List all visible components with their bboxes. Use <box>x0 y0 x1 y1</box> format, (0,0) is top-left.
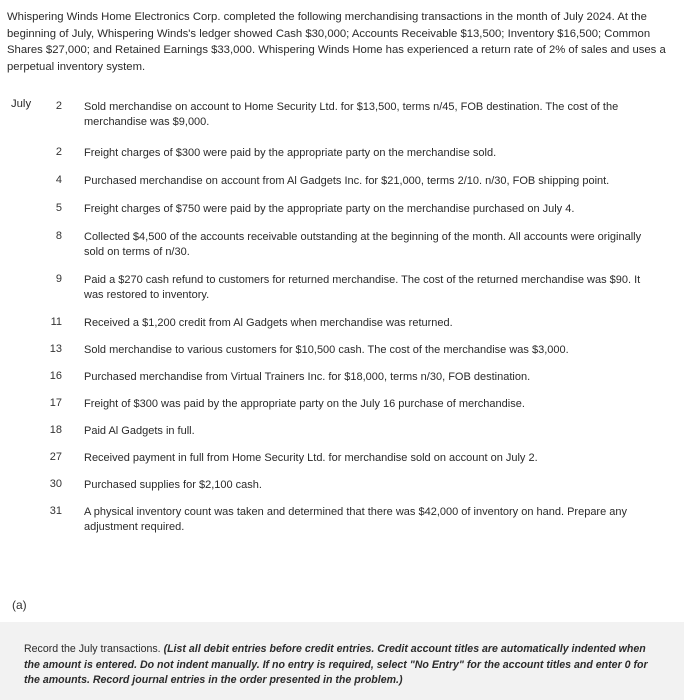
transaction-text: Paid Al Gadgets in full. <box>84 425 195 437</box>
transaction-day: 2 <box>55 100 62 112</box>
transaction-text: Sold merchandise to various customers for $10,500 cash. The cost of the merchandise was $3,000. <box>84 344 569 356</box>
transaction-day: 13 <box>49 343 62 355</box>
transaction-day: 4 <box>55 174 62 186</box>
month-label: July <box>11 98 32 110</box>
transaction-text: Sold merchandise on account to Home Security Ltd. for $13,500, terms n/45, FOB destination. The cost of the merchandise was $9,000. <box>84 101 619 128</box>
transaction-text: Received payment in full from Home Security Ltd. for merchandise sold on account on July 2. <box>84 452 538 464</box>
transaction-text: Freight charges of $750 were paid by the appropriate party on the merchandise purchased on July 4. <box>84 203 575 215</box>
transaction-day: 8 <box>55 230 62 242</box>
transaction-text: Purchased merchandise from Virtual Trainers Inc. for $18,000, terms n/30, FOB destination. <box>84 371 531 383</box>
instructions-text <box>24 642 664 689</box>
transaction-day: 30 <box>49 478 62 490</box>
transaction-day: 27 <box>49 451 62 463</box>
instruction-emphasis: (List all debit entries before credit entries. Credit account titles are automatically indented when the amount is entered. Do not indent manually. If no entry is required, select "No Entry" for the account titles and enter 0 for the amounts. Record journal entries in the order presented in the problem.) <box>24 643 648 686</box>
transaction-day: 31 <box>49 505 62 517</box>
transaction-day: 2 <box>55 146 62 158</box>
transaction-day: 11 <box>50 316 62 328</box>
transaction-text: Freight of $300 was paid by the appropriate party on the July 16 purchase of merchandise. <box>84 398 525 410</box>
transaction-text: Freight charges of $300 were paid by the appropriate party on the merchandise sold. <box>84 147 497 159</box>
transaction-day: 18 <box>49 424 62 436</box>
transaction-text: Paid a $270 cash refund to customers for returned merchandise. The cost of the returned merchandise was $90. It was restored to inventory. <box>84 274 641 301</box>
transaction-text: Collected $4,500 of the accounts receivable outstanding at the beginning of the month. All accounts were originally sold on terms of n/30. <box>84 231 642 258</box>
transaction-text: A physical inventory count was taken and determined that there was $42,000 of inventory on hand. Prepare any adjustment required. <box>84 506 628 533</box>
transaction-day: 16 <box>49 370 62 382</box>
instructions-panel <box>0 622 684 700</box>
transaction-text: Purchased supplies for $2,100 cash. <box>84 479 262 491</box>
transaction-text: Received a $1,200 credit from Al Gadgets when merchandise was returned. <box>84 317 453 329</box>
problem-intro: Whispering Winds Home Electronics Corp. completed the following merchandising transactions in the month of July 2024. At the beginning of July, Whispering Winds's ledger showed Cash $30,000; Accounts Receivable $13,500; Inventory $16,500; Common Shares $27,000; and Retained Earnings $33,000. Whispering Winds Home has experienced a return rate of 2% of sales and uses a perpetual inventory system. <box>7 11 666 73</box>
transaction-day: 5 <box>55 202 62 214</box>
transaction-day: 9 <box>55 273 62 285</box>
part-a-label: (a) <box>12 598 27 612</box>
instruction-plain: Record the July transactions. <box>24 643 161 655</box>
transaction-day: 17 <box>49 397 62 409</box>
transaction-text: Purchased merchandise on account from Al Gadgets Inc. for $21,000, terms 2/10. n/30, FOB shipping point. <box>84 175 610 187</box>
